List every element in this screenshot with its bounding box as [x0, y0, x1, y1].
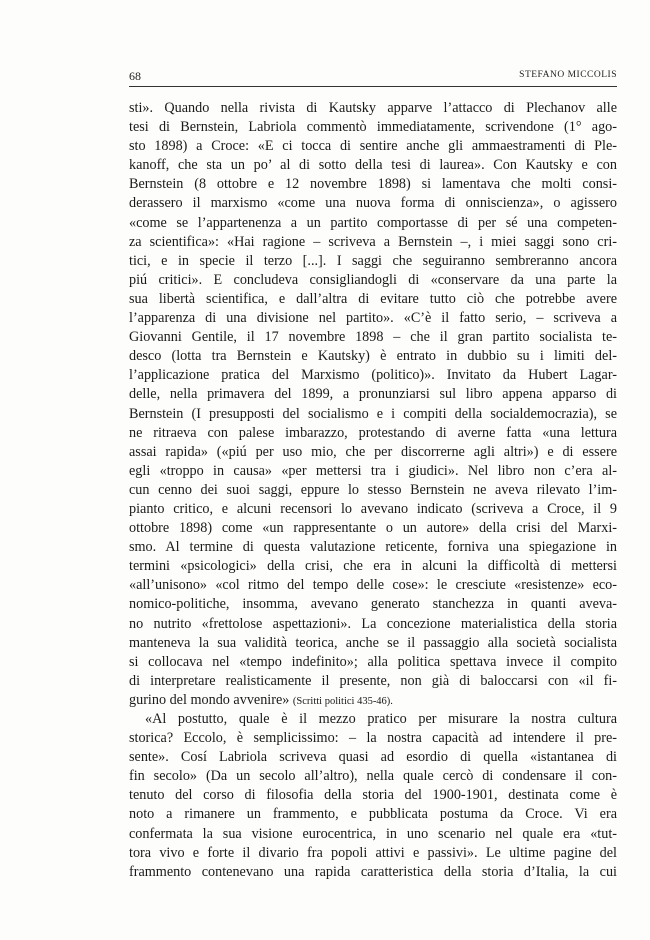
text-line: sente». Cosí Labriola scriveva quasi ad esordio di quella «istantanea di	[129, 749, 617, 766]
text-line: kanoff, che sta un po’ al di sotto della tesi di laurea». Con Kautsky e con	[129, 157, 617, 174]
text-line: manteneva la sua validità teorica, anche se il passaggio alla società socialista	[129, 634, 617, 651]
text-line: egli «troppo in causa» «per mettersi tra i giudici». Nel libro non c’era al-	[129, 462, 617, 479]
header-rule	[129, 86, 617, 87]
text-line: sto 1898) a Croce: «E ci tocca di sentire anche gli ammaestramenti di Ple-	[129, 138, 617, 155]
text-line: desco (lotta tra Bernstein e Kautsky) è entrato in dubbio su i limiti del-	[129, 348, 617, 365]
text-line: termini «psicologici» della crisi, che era in alcuni la difficoltà di mettersi	[129, 558, 617, 575]
text-line: no nutrito «frettolose aspettazioni». La concezione materialistica della storia	[129, 615, 617, 632]
page-header	[129, 69, 617, 83]
text-line: cun cenno dei suoi saggi, eppure lo stesso Bernstein ne aveva rilevato l’im-	[129, 481, 617, 498]
text-line: confermata la sua visione eurocentrica, in uno scenario nel quale era «tut-	[129, 825, 617, 842]
paragraph-2	[129, 710, 617, 882]
text-line: derassero il marxismo «come una nuova forma di onniscienza», o agissero	[129, 195, 617, 212]
text-line: sua libertà scientifica, e dall’altra di evitare tutto ciò che potrebbe avere	[129, 290, 617, 307]
text-line: sti». Quando nella rivista di Kautsky apparve l’attacco di Plechanov alle	[129, 100, 617, 116]
text-line: l’applicazione pratica del Marxismo (politico)». Invitato da Hubert Lagar-	[129, 367, 617, 384]
text-line: frammento contenevano una rapida caratteristica della storia d’Italia, la cui	[129, 863, 617, 880]
text-line: «come se l’appartenenza a un partito comportasse di per sé una competen-	[129, 214, 617, 231]
text-line: noto a rimanere un frammento, e pubblicata postuma da Croce. Vi era	[129, 806, 617, 823]
text-line: tora vivo e forte il divario fra popoli attivi e passivi». Le ultime pagine del	[129, 844, 617, 861]
text-line: fin secolo» (Da un secolo all’altro), nella quale cercò di condensare il con-	[129, 768, 617, 785]
paragraph-1	[129, 99, 617, 710]
text-line: Bernstein (8 ottobre e 12 novembre 1898) si lamentava che molti consi-	[129, 176, 617, 193]
text-line: piú critici». E concludeva consigliandogli di «conservare da una parte la	[129, 271, 617, 288]
text-line: assai rapida» («piú per uso mio, che per discorrerne agli altri») e di essere	[129, 443, 617, 460]
text-line: «all’unisono» «col ritmo del tempo delle cose»: le cresciute «resistenze» eco-	[129, 577, 617, 594]
text-line: l’apparenza di una divisione nel partito». «C’è il fatto serio, – scriveva a	[129, 310, 617, 327]
text-line: storica? Eccolo, è semplicissimo: – la nostra capacità ad intendere il pre-	[129, 730, 617, 747]
text-line: Giovanni Gentile, il 17 novembre 1898 – che il gran partito socialista te-	[129, 329, 617, 346]
text-line-last	[129, 691, 617, 710]
text-line: tesi di Bernstein, Labriola commentò immediatamente, scrivendone (1° ago-	[129, 119, 617, 136]
text-line: tici, e in specie il terzo [...]. I saggi che seguiranno sembreranno ancora	[129, 252, 617, 269]
text-line: di interpretare realisticamente il presente, non già di baloccarsi con «il fi-	[129, 672, 617, 689]
text-line: smo. Al termine di questa valutazione reticente, forniva una spiegazione in	[129, 539, 617, 556]
text-line: si collocava nel «tempo indefinito»; alla politica spettava invece il compito	[129, 653, 617, 670]
page-number: 68	[129, 69, 141, 83]
text-line: pianto critico, e alcuni recensori lo avevano indicato (scriveva a Croce, il 9	[129, 500, 617, 517]
text-line: za scientifica»: «Hai ragione – scriveva a Bernstein –, i miei saggi sono cri-	[129, 233, 617, 250]
text-line: delle, nella primavera del 1899, a pronunziarsi sul libro appena apparso di	[129, 386, 617, 403]
text-line: ottobre 1898) come «un rappresentante o un autore» della crisi del Marxi-	[129, 520, 617, 537]
text-line: «Al postutto, quale è il mezzo pratico per misurare la nostra cultura	[145, 711, 617, 727]
line-text: gurino del mondo avvenire»	[129, 691, 293, 708]
text-line: ne ritraeva con palese imbarazzo, protestando di averne fatta «una lettura	[129, 424, 617, 441]
text-line: nomico-politiche, insomma, avevano generato stanchezza in quanti aveva-	[129, 596, 617, 613]
text-line: Bernstein (I presupposti del socialismo e i compiti della socialdemocrazia), se	[129, 405, 617, 422]
running-title: STEFANO MICCOLIS	[519, 70, 617, 80]
text-line: tenuto del corso di filosofia della storia del 1900-1901, destinata come è	[129, 787, 617, 804]
body-text	[129, 99, 617, 882]
citation: (Scritti politici 435-46).	[292, 695, 393, 707]
